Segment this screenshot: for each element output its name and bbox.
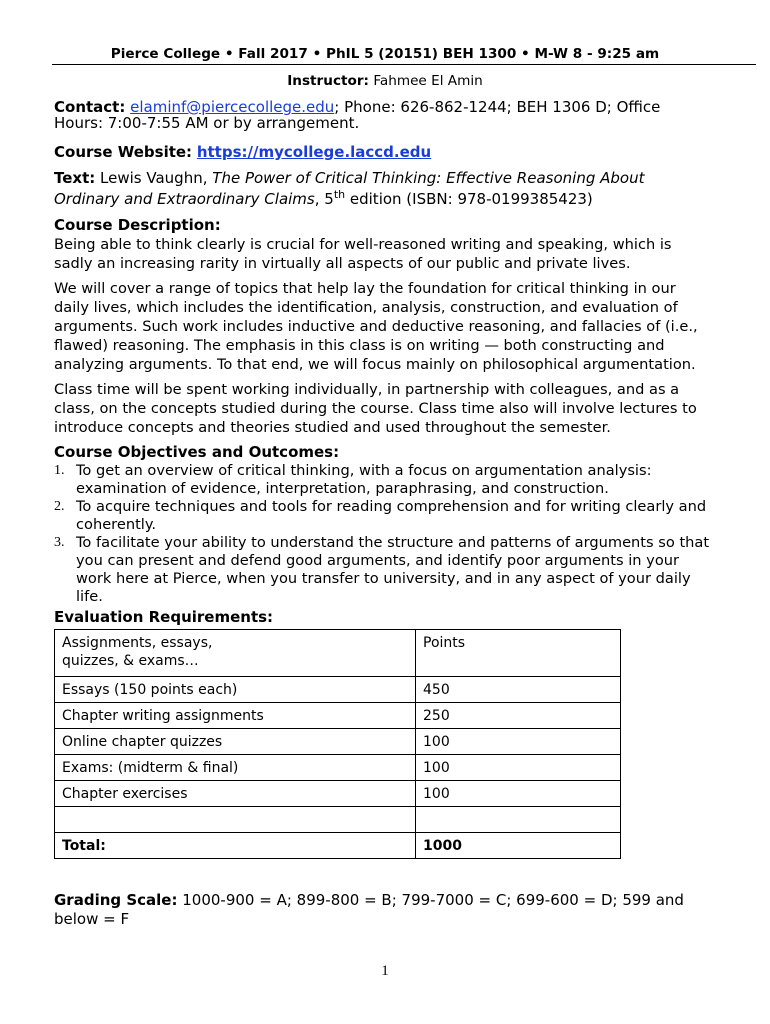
- table-row: [55, 755, 621, 781]
- table-cell-item: Online chapter quizzes: [55, 729, 416, 755]
- list-text: To get an overview of critical thinking, with a focus on argumentation analysis: examination of evidence, interpretation, paraphrasing, and construction.: [76, 462, 652, 497]
- instructor-line: [0, 73, 770, 89]
- text-label: Text:: [54, 169, 96, 187]
- textbook-section: [54, 168, 710, 210]
- description-heading: Course Description:: [54, 216, 221, 234]
- text-author: Lewis Vaughn,: [100, 169, 208, 187]
- evaluation-table: [54, 629, 621, 859]
- description-paragraph-1: Being able to think clearly is crucial for well-reasoned writing and speaking, which is sadly an increasing rarity in virtually all aspects of our public and private lives.: [54, 236, 672, 272]
- list-text: To facilitate your ability to understand the structure and patterns of arguments so that you can present and defend good arguments, and identify poor arguments in your work here at Pierce, when you transfer to university, and in any aspect of your daily life.: [76, 534, 710, 605]
- table-row-empty: [55, 807, 621, 833]
- website-section: [54, 143, 710, 162]
- table-cell-points: 100: [416, 781, 621, 807]
- description-paragraph-2: We will cover a range of topics that help lay the foundation for critical thinking in our daily lives, which includes the identification, analysis, construction, and evaluation of arguments. Such work includes inductive and deductive reasoning, and fallacies of (i.e., flawed) reasoning. The emphasis in this class is on writing — both constructing and analyzing arguments. To that end, we will focus mainly on philosophical argumentation.: [54, 280, 698, 373]
- table-total-row: [55, 833, 621, 859]
- table-row: [55, 781, 621, 807]
- table-total-value: 1000: [416, 833, 621, 859]
- list-item: [54, 498, 710, 534]
- objectives-list: [54, 462, 710, 606]
- contact-section: [54, 99, 710, 131]
- table-row: [55, 703, 621, 729]
- list-number: 1.: [54, 463, 65, 478]
- text-title: The Power of Critical Thinking: Effective Reasoning About Ordinary and Extraordinary Claims: [54, 169, 645, 208]
- table-cell-points: 450: [416, 677, 621, 703]
- table-header-row: [55, 630, 621, 677]
- table-row: [55, 677, 621, 703]
- header-rule: [52, 64, 756, 65]
- list-item: [54, 534, 710, 606]
- table-cell-item: Chapter writing assignments: [55, 703, 416, 729]
- document-body: [54, 97, 710, 929]
- course-header: Pierce College • Fall 2017 • PhIL 5 (20151) BEH 1300 • M-W 8 - 9:25 am: [110, 46, 660, 62]
- table-cell-item: Essays (150 points each): [55, 677, 416, 703]
- instructor-label: Instructor:: [287, 73, 369, 89]
- grading-text: 1000-900 = A; 899-800 = B; 799-7000 = C; 699-600 = D; 599 and below = F: [54, 891, 684, 928]
- page-number: 1: [381, 963, 389, 979]
- table-row: [55, 729, 621, 755]
- grading-scale: [54, 891, 710, 929]
- text-edition-rest: edition (ISBN: 978-0199385423): [345, 190, 593, 208]
- list-text: To acquire techniques and tools for reading comprehension and for writing clearly and coherently.: [76, 498, 707, 533]
- description-paragraph-3: Class time will be spent working individually, in partnership with colleagues, and as a class, on the concepts studied during the course. Class time also will involve lectures to introduce concepts and theories studied and used throughout the semester.: [54, 381, 697, 436]
- table-cell-points: [416, 807, 621, 833]
- table-total-label: Total:: [55, 833, 416, 859]
- table-cell-points: 100: [416, 755, 621, 781]
- table-cell-item: Exams: (midterm & final): [55, 755, 416, 781]
- instructor-name: Fahmee El Amin: [373, 73, 483, 89]
- list-item: [54, 462, 710, 498]
- email-link[interactable]: elaminf@piercecollege.edu: [130, 98, 335, 116]
- table-cell-item: Chapter exercises: [55, 781, 416, 807]
- text-edition-sup: th: [333, 188, 346, 201]
- table-cell-item: [55, 807, 416, 833]
- table-header-points: Points: [416, 630, 621, 677]
- table-cell-points: 250: [416, 703, 621, 729]
- objectives-heading: Course Objectives and Outcomes:: [54, 443, 340, 461]
- table-cell-points: 100: [416, 729, 621, 755]
- website-label: Course Website:: [54, 143, 193, 161]
- text-edition-num: , 5: [314, 190, 334, 208]
- contact-label: Contact:: [54, 98, 126, 116]
- evaluation-heading: Evaluation Requirements:: [54, 608, 274, 626]
- table-header-item: Assignments, essays, quizzes, & exams…: [55, 630, 416, 677]
- list-number: 3.: [54, 535, 65, 550]
- grading-label: Grading Scale:: [54, 891, 178, 909]
- website-link[interactable]: https://mycollege.laccd.edu: [196, 143, 432, 161]
- contact-details: ; Phone: 626-862-1244; BEH 1306 D; Office Hours: 7:00-7:55 AM or by arrangement.: [54, 98, 661, 132]
- list-number: 2.: [54, 499, 65, 514]
